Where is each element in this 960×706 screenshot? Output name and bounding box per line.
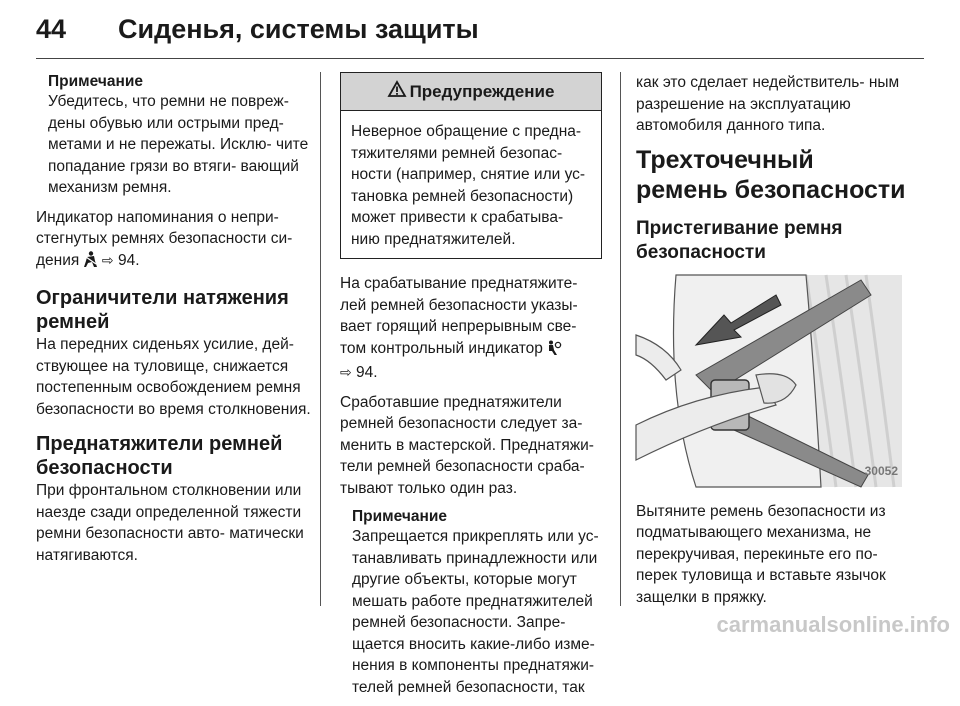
page-reference-arrow-icon: ⇨ xyxy=(340,364,352,380)
note-block-1 xyxy=(36,72,314,199)
page-header xyxy=(36,14,926,58)
note-title: Примечание xyxy=(48,73,143,90)
reminder-text: Индикатор напоминания о непри- стегнутых ремнях безопасности си- дения xyxy=(36,208,293,269)
page-reference-arrow-icon: ⇨ xyxy=(101,251,114,268)
watermark: carmanualsonline.info xyxy=(716,612,950,637)
heading-three-point-belt: Трехточечный ремень безопасности xyxy=(636,145,906,204)
page-title: Сиденья, системы защиты xyxy=(118,14,479,44)
figure-code: 30052 xyxy=(864,464,898,478)
reminder-paragraph xyxy=(36,207,314,275)
column-2 xyxy=(340,72,602,706)
fasten-belt-text: Вытяните ремень безопасности из подматывающего механизма, не перекручивая, перекиньте его по- перек туловища и вставьте язычок защелки в пряжку. xyxy=(636,502,886,606)
warning-header xyxy=(341,73,601,111)
heading-fasten-belt: Пристегивание ремня безопасности xyxy=(636,217,843,263)
column-divider-1 xyxy=(320,72,321,606)
heading-belt-pretensioners: Преднатяжители ремней безопасности xyxy=(36,433,283,479)
note-text: Убедитесь, что ремни не повреж- дены обувью или острыми пред- метами и не пережаты. Исклю- чите попадание грязи во втяги- вающий механизм ремня. xyxy=(48,93,309,196)
warning-title: Предупреждение xyxy=(409,81,555,101)
header-divider xyxy=(36,58,924,59)
note-title: Примечание xyxy=(352,508,447,525)
trigger-reference[interactable]: 94. xyxy=(356,364,378,381)
belt-pretensioners-text: При фронтальном столкновении или наезде сзади определенной тяжести ремни безопасности авто- матически натягиваются. xyxy=(36,482,304,564)
note-text: Запрещается прикреплять или ус- танавливать принадлежности или другие объекты, которые могут мешать работе преднатяжителей ремней безопасности. Запре- щается вносить какие-либо изме- нения в компоненты преднатяжи- телей ремней безопасности, так xyxy=(352,528,599,696)
reminder-reference[interactable]: 94. xyxy=(117,251,140,269)
note-block-2 xyxy=(340,507,602,698)
heading-load-limiters: Ограничители натяжения ремней xyxy=(36,287,289,333)
column-3 xyxy=(636,72,906,616)
trigger-text: На срабатывание преднатяжите- лей ремней безопасности указы- вает горящий непрерывным све- том контрольный индикатор xyxy=(340,275,578,357)
seat-belt-reminder-icon xyxy=(84,251,98,275)
load-limiters-text: На передних сиденьях усилие, дей- ствующее на туловище, снижается постепенным освобождением ремня безопасности во время столкновения. xyxy=(36,336,311,418)
trigger-paragraph xyxy=(340,273,602,384)
continued-text: как это сделает недействитель- ным разрешение на эксплуатацию автомобиля данного типа. xyxy=(636,74,900,134)
warning-box xyxy=(340,72,602,259)
page-number: 44 xyxy=(36,14,67,44)
seat-belt-fastening-illustration xyxy=(636,275,902,487)
column-1 xyxy=(36,72,314,574)
warning-text: Неверное обращение с предна- тяжителями ремней безопас- ности (например, снятие или ус- тановка ремней безопасности) может привести к срабатыва- нию преднатяжителей. xyxy=(351,123,586,248)
warning-triangle-icon xyxy=(388,81,406,103)
replace-text: Сработавшие преднатяжители ремней безопасности следует за- менить в мастерской. Преднатяжи- тели ремней безопасности сраба- тывают только один раз. xyxy=(340,393,594,497)
airbag-indicator-icon xyxy=(547,340,561,363)
column-divider-2 xyxy=(620,72,621,606)
